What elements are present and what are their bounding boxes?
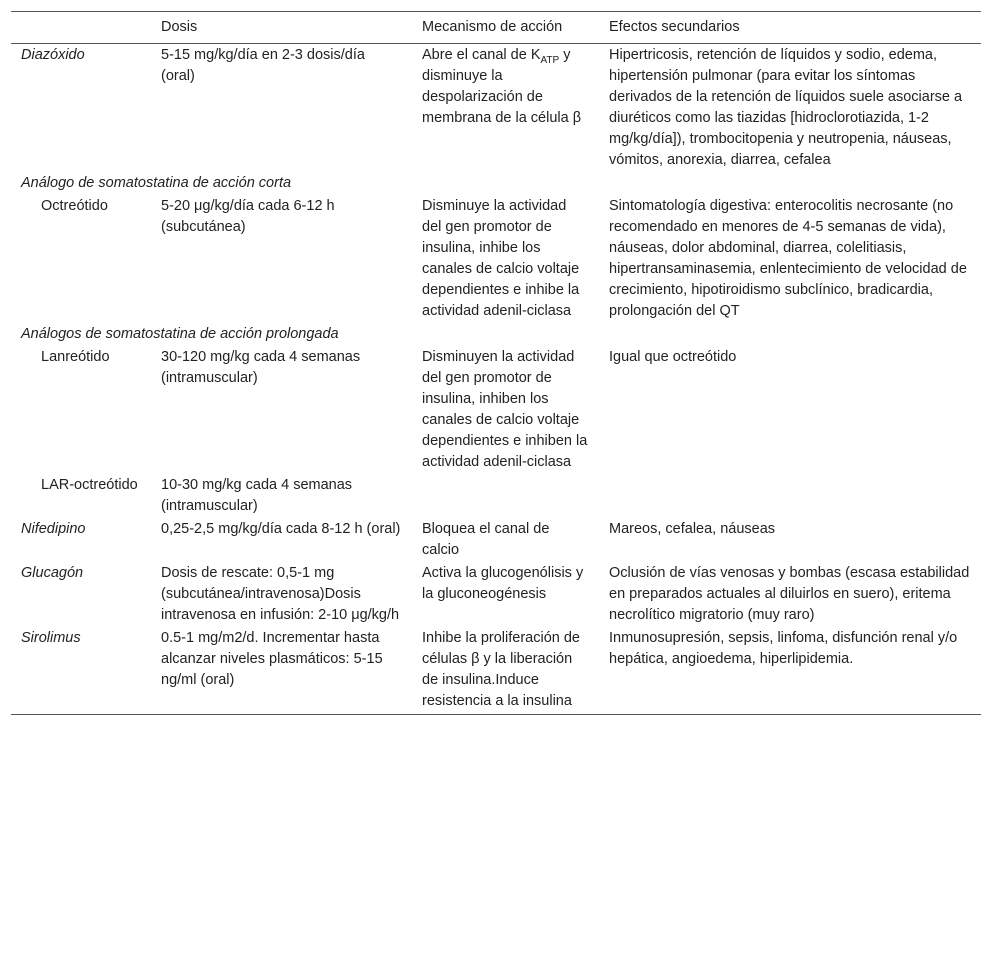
drug-mechanism: Bloquea el canal de calcio — [422, 521, 550, 558]
drug-name: Nifedipino — [21, 521, 86, 537]
group-label: Análogo de somatostatina de acción corta — [21, 175, 292, 191]
drug-effects: Oclusión de vías venosas y bombas (escasa estabilidad en preparados actuales al diluirlos en suero), eritema necrolítico migratorio (muy raro) — [609, 565, 970, 623]
drug-dose: 30-120 mg/kg cada 4 semanas (intramuscular) — [161, 349, 361, 386]
drug-name: Diazóxido — [21, 47, 85, 63]
drug-mechanism: Disminuye la actividad del gen promotor de insulina, inhibe los canales de calcio voltaje dependientes e inhibe la actividad adenil-ciclasa — [422, 198, 580, 319]
table-header — [11, 12, 981, 44]
table-row — [11, 44, 981, 173]
drug-effects: Sintomatología digestiva: enterocolitis necrosante (no recomendado en menores de 4-5 semanas de vida), náuseas, dolor abdominal, diarrea, colelitiasis, hipertransaminasemia, enlentecimiento de velocidad de crecimiento, hipotiroidismo subclínico, bradicardia, prolongación del QT — [609, 198, 967, 319]
drug-dose: 10-30 mg/kg cada 4 semanas (intramuscular) — [161, 477, 353, 514]
drug-mechanism: Inhibe la proliferación de células β y la liberación de insulina.Induce resistencia a la insulina — [412, 627, 599, 715]
drug-dose: 0,25-2,5 mg/kg/día cada 8-12 h (oral) — [161, 521, 401, 537]
mechanism-text: y disminuye la despolarización de membrana de la célula β — [422, 47, 582, 126]
header-drug — [11, 12, 151, 44]
drug-effects: Inmunosupresión, sepsis, linfoma, disfunción renal y/o hepática, angioedema, hiperlipidemia. — [599, 627, 981, 715]
table-row — [11, 627, 981, 715]
drug-dose: Dosis de rescate: 0,5-1 mg (subcutánea/intravenosa)Dosis intravenosa en infusión: 2-10 μg/kg/h — [161, 565, 400, 623]
group-row — [11, 323, 981, 346]
drug-dose: 5-20 μg/kg/día cada 6-12 h (subcutánea) — [161, 198, 335, 235]
header-dose: Dosis — [151, 12, 412, 44]
group-label: Análogos de somatostatina de acción prolongada — [21, 326, 339, 342]
table-row — [11, 518, 981, 562]
drug-name: LAR-octreótido — [41, 477, 138, 493]
mechanism-text: Abre el canal de K — [422, 47, 541, 63]
drug-mechanism: Activa la glucogenólisis y la gluconeogénesis — [422, 565, 584, 602]
drug-dose: 5-15 mg/kg/día en 2-3 dosis/día (oral) — [161, 47, 365, 84]
drug-mechanism: Disminuyen la actividad del gen promotor de insulina, inhiben los canales de calcio voltaje dependientes e inhiben la actividad adenil-ciclasa — [422, 349, 588, 470]
drug-mechanism — [412, 44, 599, 173]
drug-effects: Igual que octreótido — [609, 349, 737, 365]
table-row — [11, 474, 981, 518]
drug-name: Octreótido — [41, 198, 108, 214]
mechanism-subscript: ATP — [540, 54, 560, 66]
drug-table — [11, 11, 981, 715]
drug-dose: 0.5-1 mg/m2/d. Incrementar hasta alcanzar niveles plasmáticos: 5-15 ng/ml (oral) — [151, 627, 412, 715]
header-mechanism: Mecanismo de acción — [412, 12, 599, 44]
table-row — [11, 562, 981, 627]
drug-mechanism — [412, 474, 599, 518]
drug-effects: Hipertricosis, retención de líquidos y sodio, edema, hipertensión pulmonar (para evitar los síntomas derivados de la retención de líquidos suele asociarse a diuréticos como las tiazidas [hidroclorotiazida, 1-2 mg/kg/día]), trombocitopenia y neutropenia, náuseas, vómitos, anorexia, diarrea, cefalea — [609, 47, 963, 168]
drug-effects — [599, 474, 981, 518]
drug-name: Sirolimus — [11, 627, 151, 715]
group-row — [11, 172, 981, 195]
drug-effects: Mareos, cefalea, náuseas — [609, 521, 776, 537]
drug-name: Glucagón — [21, 565, 84, 581]
table-row — [11, 195, 981, 323]
table-row — [11, 346, 981, 474]
header-side-effects: Efectos secundarios — [599, 12, 981, 44]
drug-name: Lanreótido — [41, 349, 110, 365]
